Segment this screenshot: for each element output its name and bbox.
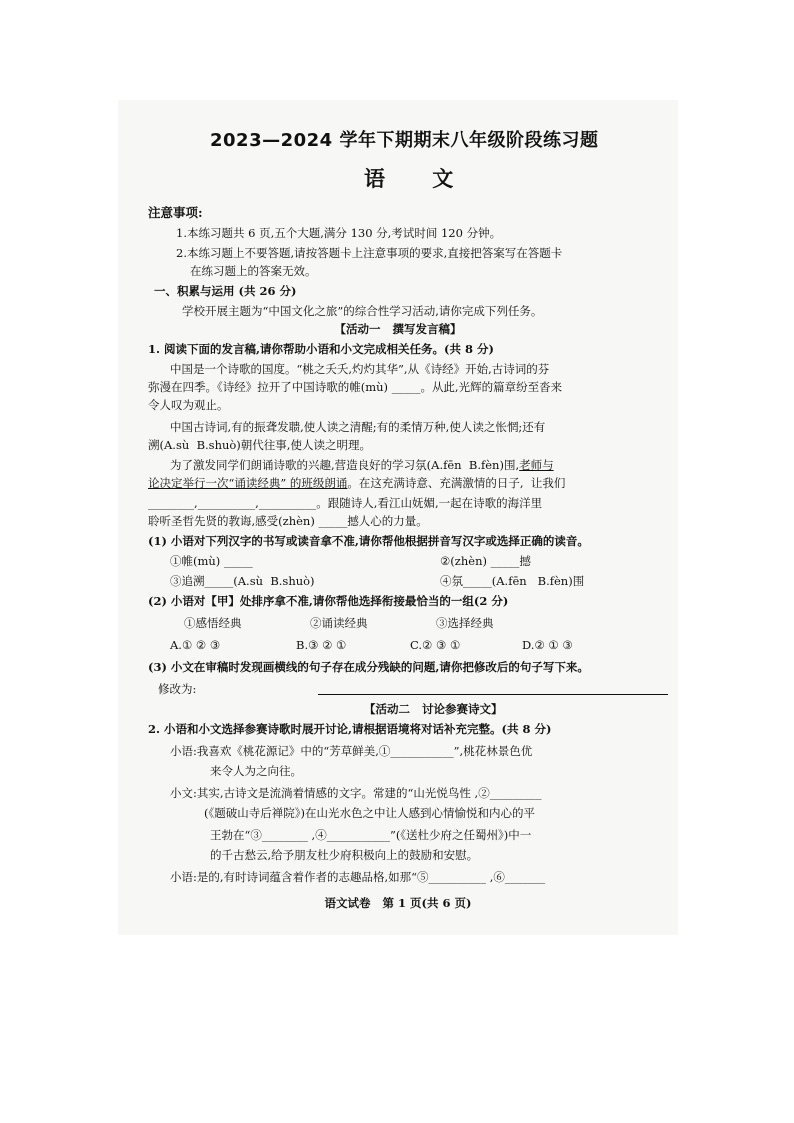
sub-question-2: (2) 小语对【甲】处排序拿不准,请你帮他选择衔接最恰当的一组(2 分) bbox=[148, 594, 509, 608]
notes-heading: 注意事项: bbox=[148, 205, 203, 220]
section-heading: 一、积累与运用 (共 26 分) bbox=[154, 284, 297, 298]
note-item: 在练习题上的答案无效。 bbox=[190, 264, 317, 278]
passage-line: 溯(A.sù B.shuò)朝代往事,使人读之明理。 bbox=[148, 438, 371, 452]
sub-question-1: (1) 小语对下列汉字的书写或读音拿不准,请你帮他根据拼音写汉字或选择正确的读音。 bbox=[148, 534, 589, 548]
exam-title: 2023—2024 学年下期期末八年级阶段练习题 bbox=[210, 130, 599, 151]
section-intro: 学校开展主题为“中国文化之旅”的综合性学习活动,请你完成下列任务。 bbox=[182, 304, 543, 318]
passage-line: 论决定举行一次“诵读经典” 的班级朗诵。在这充满诗意、充满激情的日子, 让我们 bbox=[148, 476, 566, 490]
passage-line: 为了激发同学们朗诵诗歌的兴趣,营造良好的学习氛(A.fēn B.fèn)围,老师与 bbox=[170, 458, 554, 472]
sub1-item: ②(zhèn) _____撼 bbox=[440, 554, 531, 568]
sub2-item: ②诵读经典 bbox=[310, 616, 368, 630]
rewrite-label: 修改为: bbox=[158, 682, 197, 696]
activity-heading: 【活动二 讨论参赛诗文】 bbox=[364, 702, 503, 716]
sub1-item: ④氛_____(A.fēn B.fèn)围 bbox=[440, 574, 585, 588]
sub2-option-d: D.② ① ③ bbox=[522, 638, 573, 652]
note-item: 2.本练习题上不要答题,请按答题卡上注意事项的要求,直接把答案写在答题卡 bbox=[176, 246, 563, 260]
dialogue-line: 的千古愁云,给予朋友杜少府积极向上的鼓励和安慰。 bbox=[210, 848, 479, 862]
dialogue-line: (《题破山寺后禅院》)在山光水色之中让人感到心情愉悦和内心的平 bbox=[204, 806, 535, 820]
activity-heading: 【活动一 撰写发言稿】 bbox=[334, 322, 462, 336]
passage-line: 弥漫在四季。《诗经》拉开了中国诗歌的帷(mù) _____。从此,光辉的篇章纷至沓来 bbox=[148, 380, 563, 394]
page-footer: 语文试卷 第 1 页(共 6 页) bbox=[324, 896, 472, 910]
question-2: 2. 小语和小文选择参赛诗歌时展开讨论,请根据语境将对话补充完整。(共 8 分) bbox=[148, 722, 552, 736]
dialogue-line: 小语:我喜欢《桃花源记》中的“芳草鲜美,①___________”,桃花林景色优 bbox=[170, 744, 533, 758]
sub1-item: ①帷(mù) _____ bbox=[170, 554, 253, 568]
exam-page bbox=[118, 100, 678, 935]
passage-line: 聆听圣哲先贤的教诲,感受(zhèn) _____撼人心的力量。 bbox=[148, 514, 428, 528]
sub-question-3: (3) 小文在审稿时发现画横线的句子存在成分残缺的问题,请你把修改后的句子写下来。 bbox=[148, 660, 589, 674]
passage-line: 中国是一个诗歌的国度。“桃之夭夭,灼灼其华”,从《诗经》开始,古诗词的芬 bbox=[170, 362, 550, 376]
answer-line bbox=[318, 694, 668, 695]
dialogue-line: 小文:其实,古诗文是流淌着情感的文字。常建的“山光悦鸟性 ,②_________ bbox=[170, 786, 542, 800]
passage-line: 令人叹为观止。 bbox=[148, 398, 229, 412]
underlined-sentence: 论决定举行一次“诵读经典” 的班级朗诵 bbox=[148, 476, 348, 490]
note-item: 1.本练习题共 6 页,五个大题,满分 130 分,考试时间 120 分钟。 bbox=[176, 226, 502, 240]
underlined-sentence: 老师与 bbox=[519, 458, 554, 472]
subject-title: 语 文 bbox=[364, 167, 454, 191]
dialogue-line: 来令人为之向往。 bbox=[210, 764, 302, 778]
sub2-item: ①感悟经典 bbox=[184, 616, 242, 630]
question-1: 1. 阅读下面的发言稿,请你帮助小语和小文完成相关任务。(共 8 分) bbox=[148, 342, 494, 356]
sub2-option-a: A.① ② ③ bbox=[170, 638, 221, 652]
dialogue-line: 王勃在“③________ ,④___________”(《送杜少府之任蜀州》)中一 bbox=[210, 828, 532, 842]
dialogue-line: 小语:是的,有时诗词蕴含着作者的志趣品格,如那“⑤__________ ,⑥_______ bbox=[170, 870, 546, 884]
sub1-item: ③追溯_____(A.sù B.shuò) bbox=[170, 574, 315, 588]
passage-line: ________,__________,__________。跟随诗人,看江山妩媚,一起在诗歌的海洋里 bbox=[148, 496, 543, 510]
sub2-option-b: B.③ ② ① bbox=[296, 638, 347, 652]
sub2-item: ③选择经典 bbox=[436, 616, 494, 630]
passage-line: 中国古诗词,有的振聋发聩,使人读之清醒;有的柔情万种,使人读之怅惘;还有 bbox=[170, 420, 546, 434]
sub2-option-c: C.② ③ ① bbox=[410, 638, 461, 652]
